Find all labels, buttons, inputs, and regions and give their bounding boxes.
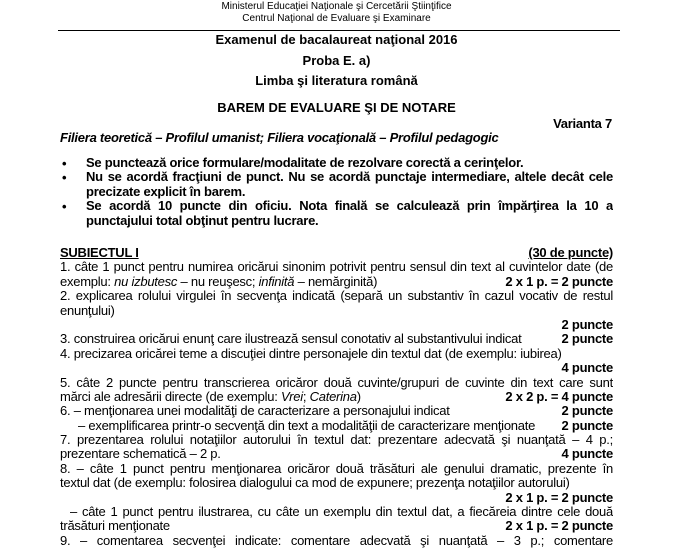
proba-title: Proba E. a) — [302, 53, 371, 68]
bullet-item: • Se acordă 10 puncte din oficiu. Nota finală se calculează prin împărţirea la 10 a punctajului total obţinut pentru lucrare. — [62, 199, 613, 228]
points: 2 x 1 p. = 2 puncte — [505, 518, 613, 534]
variant-label: Varianta 7 — [553, 116, 612, 131]
subject-title: Limba şi literatura română — [255, 73, 418, 88]
points: 2 x 1 p. = 2 puncte — [505, 273, 613, 289]
instructions-list — [60, 156, 613, 228]
points: 4 puncte — [561, 446, 613, 462]
ministry-name: Ministerul Educaţiei Naţionale şi Cercetării Ştiinţifice — [221, 1, 452, 12]
subiectul-1: SUBIECTUL I (30 de puncte) 1. câte 1 punct pentru numirea oricărui sinonim potrivit pentru sensul din text al cuvintelor date (de exemplu: nu izbutesc – nu reuşesc; infinită – nemărginită) 2 x 1 p. = 2 puncte 2. explicarea rolului virgulei în secvenţa indicată (separă un substantiv în cazul vocativ de restul enunţului) 2 puncte 3. construirea oricărui enunţ care ilustrează sensul conotativ al substantivului indicat 2 puncte 4. precizarea oricărei teme a discuţiei dintre personajele din textul dat (de exemplu: iubirea) 4 puncte 5. câte 2 puncte pentru transcrierea oricăror două cuvinte/grupuri de cuvinte din text care sunt mărci ale adresării directe (de exemplu: Vrei; Caterina) 2 x 2 p. = 4 puncte 6. – menţionarea unei modalităţi de caracterizare a personajului indicat 2 puncte – exemplificarea printr-o secvenţă din text a modalităţii de caracterizare menţionate 2 puncte 7. prezentarea rolului notaţiilor autorului în textul dat: prezentare adecvată şi nuanţată – 4 p.; prezentare schematică – 2 p. 4 puncte 8. – câte 1 punct pentru menţionarea oricăror două trăsături ale genului dramatic, prezente în textul dat (de exemplu: folosirea dialogului ca mod de expunere; prezenţa notaţiilor autorului) 2 x 1 p. = 2 puncte – câte 1 punct pentru ilustrarea, cu câte un exemplu din textul dat, a fiecăreia dintre cele două trăsături menţionate 2 x 1 p. = 2 puncte 9. – comentarea secvenţei indicate: comentare adecvată şi nuanţată – 3 p.; comentare — [60, 245, 613, 548]
exam-title: Examenul de bacalaureat naţional 2016 — [215, 32, 458, 47]
header-rule — [58, 30, 620, 31]
points: 2 x 2 p. = 4 puncte — [505, 388, 613, 404]
bullet-item: • Nu se acordă fracţiuni de punct. Nu se acordă punctaje intermediare, altele decât cele precizate explicit în barem. — [62, 170, 613, 199]
points: 2 puncte — [561, 331, 613, 347]
bullet-item: • Se punctează orice formulare/modalitate de rezolvare corectă a cerinţelor. — [62, 155, 524, 171]
barem-title: BAREM DE EVALUARE ŞI DE NOTARE — [217, 100, 456, 115]
points: 4 puncte — [561, 360, 613, 376]
filiera-label: Filiera teoretică – Profilul umanist; Filiera vocaţională – Profilul pedagogic — [60, 130, 499, 145]
points: 2 puncte — [561, 316, 613, 332]
section-header: SUBIECTUL I (30 de puncte) — [60, 245, 613, 260]
center-name: Centrul Naţional de Evaluare şi Examinare — [242, 13, 431, 24]
points: 2 x 1 p. = 2 puncte — [505, 489, 613, 505]
points: 2 puncte — [561, 403, 613, 419]
points: 2 puncte — [561, 417, 613, 433]
